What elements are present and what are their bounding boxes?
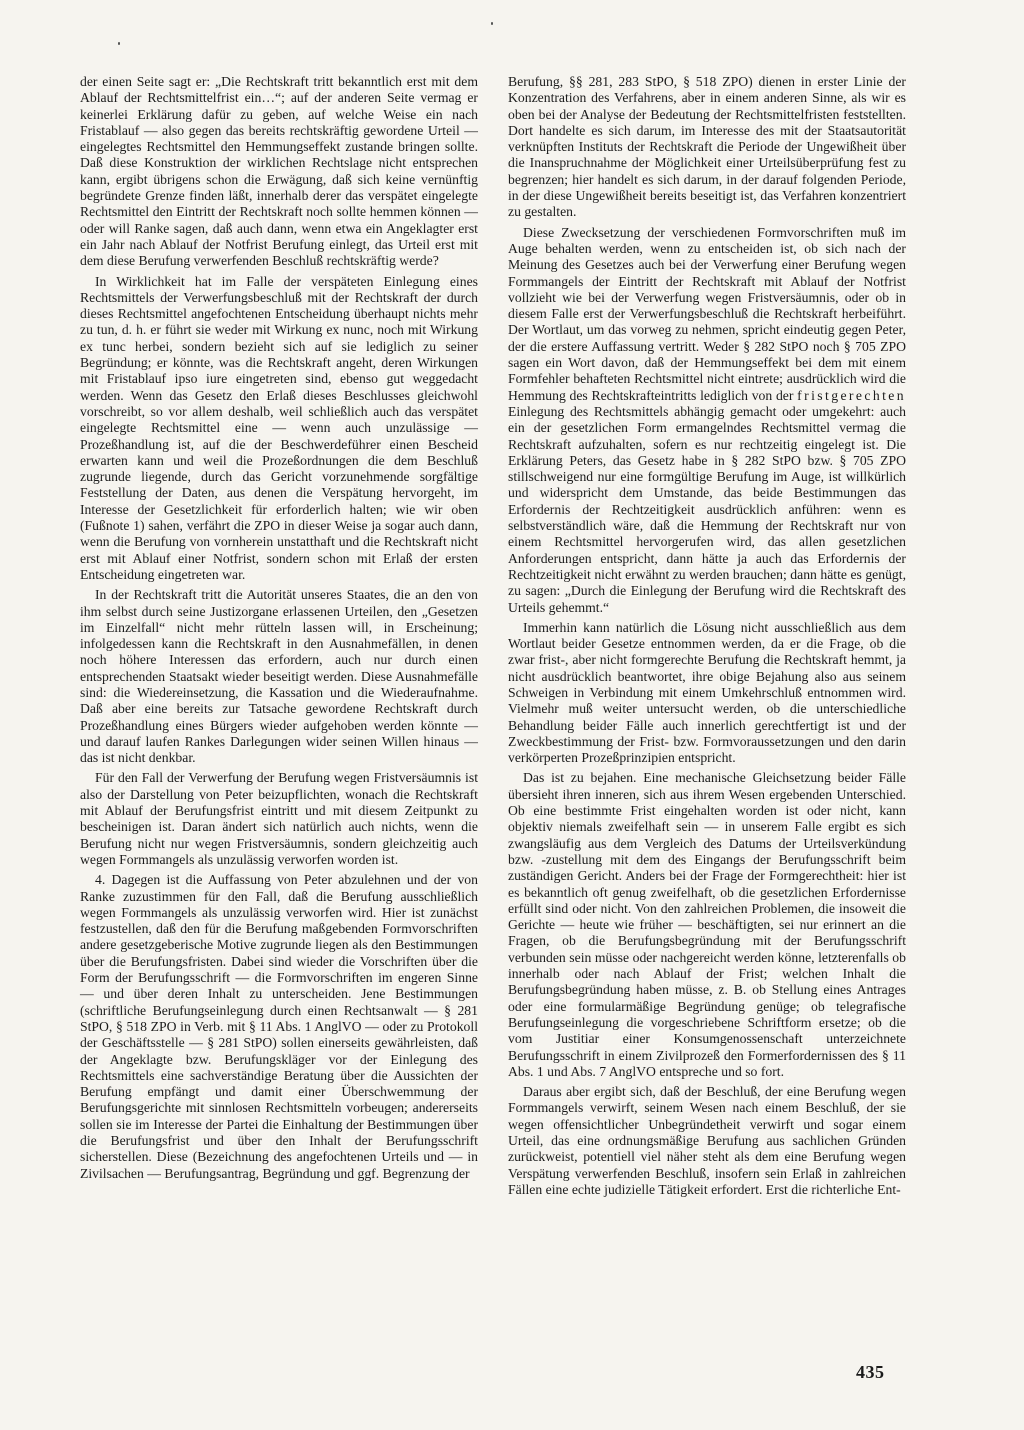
scan-speck xyxy=(491,22,493,25)
paragraph xyxy=(508,225,906,616)
paragraph: In der Rechtskraft tritt die Autorität unseres Staates, die an den von ihm selbst durch seine Justizorgane erlassenen Urteilen, den „Gesetzen im Einzelfall“ nicht mehr rütteln lassen will, in Erscheinung; infolgedessen kann die Rechtskraft in den Ausnahmefällen, in denen noch höhere Interessen das erfordern, auch nur durch einen entsprechenden Staatsakt wieder beseitigt werden. Diese Ausnahmefälle sind: die Wiedereinsetzung, die Kassation und die Wiederaufnahme. Daß aber eine bereits zur Tatsache gewordene Rechtskraft durch Prozeßhandlung eines Bürgers wieder aufgehoben werden könnte — und darauf laufen Rankes Darlegungen wider seinen Willen hinaus — das ist nicht denkbar. xyxy=(80,587,478,766)
paragraph-text: Einlegung des Rechtsmittels abhängig gemacht oder umgekehrt: auch ein der gesetzlichen Form ermangelndes Rechtsmittel vermag die Rechtskraft aufzuhalten, sofern es nur rechtzeitig eingelegt ist. Die Erklärung Peters, das Gesetz habe in § 282 StPO bzw. § 705 ZPO stillschweigend nur eine formgültige Berufung im Auge, ist willkürlich und widerspricht dem Umstande, das beide Bestimmungen das Erfordernis der Rechtzeitigkeit ausdrücklich anführen: wenn es selbstverständlich wäre, daß die Hemmung der Rechtskraft nur von einem Rechtsmittel hervorgerufen wird, das allen gesetzlichen Anforderungen entspricht, dann hätte ja auch das Erfordernis der Rechtzeitigkeit nicht erwähnt zu werden brauchen; dann hätte es genügt, zu sagen: „Durch die Einlegung der Berufung wird die Rechtskraft des Urteils gehemmt.“ xyxy=(508,403,906,615)
paragraph: Das ist zu bejahen. Eine mechanische Gleichsetzung beider Fälle übersieht ihren inneren, sich aus ihrem Wesen ergebenden Unterschied. Ob eine bestimmte Frist eingehalten worden ist oder nicht, kann objektiv niemals zweifelhaft sein — in unserem Falle ergibt es sich zwangsläufig aus dem Vergleich des Datums der Urteilsverkündung bzw. -zustellung mit dem des Eingangs der Berufungsschrift beim zuständigen Gericht. Anders bei der Frage der Formgerechtheit: hier ist es bekanntlich oft genug zweifelhaft, ob die gesetzlichen Erfordernisse erfüllt sind oder nicht. Von den zahlreichen Problemen, die insoweit die Gerichte — heute wie früher — beschäftigten, sei nur erinnert an die Fragen, ob die Berufungsbegründung mit der Berufungsschrift verbunden sein müsse oder nachgereicht werden könne, letzterenfalls ob innerhalb oder nach Ablauf der Frist; welchen Inhalt die Berufungsbegründung haben müsse, z. B. ob Stellung eines Antrages oder eine formularmäßige Begründung genüge; ob telegrafische Berufungseinlegung die vorgeschriebene Schriftform ersetze; ob die vom Justitiar einer Konsumgenossenschaft unterzeichnete Berufungsschrift in einem Zivilprozeß den Formerfordernissen des § 11 Abs. 1 und Abs. 7 AnglVO entspreche und so fort. xyxy=(508,770,906,1079)
paragraph: Für den Fall der Verwerfung der Berufung wegen Fristversäumnis ist also der Darstellung von Peter beizupflichten, wonach die Rechtskraft mit Ablauf der Berufungsfrist eintritt und mit diesem Zeitpunkt zu bescheinigen ist. Daran ändert sich natürlich auch nichts, wenn die Berufung nicht nur wegen Fristversäumnis, sondern gleichzeitig auch wegen Formmangels als unzulässig verworfen worden ist. xyxy=(80,770,478,867)
page-number: 435 xyxy=(856,1362,885,1382)
paragraph: 4. Dagegen ist die Auffassung von Peter abzulehnen und der von Ranke zuzustimmen für den Fall, daß die Berufung ausschließlich wegen Formmangels als unzulässig verworfen wird. Hier ist zunächst festzustellen, daß den für die Berufung maßgebenden Formvorschriften andere gesetzgeberische Motive zugrunde liegen als den Bestimmungen über die Berufungsfristen. Dabei sind wieder die Vorschriften über die Form der Berufungsschrift — die Formvorschriften im engeren Sinne — und über deren Inhalt zu unterscheiden. Jene Bestimmungen (schriftliche Berufungseinlegung durch einen Rechtsanwalt — § 281 StPO, § 518 ZPO in Verb. mit § 11 Abs. 1 AnglVO — oder zu Protokoll der Geschäftsstelle — § 281 StPO) sollen einerseits gewährleisten, daß der Angeklagte bzw. Berufungskläger vor der Einlegung des Rechtsmittels eine sachverständige Beratung über die Aussichten der Berufung empfängt und damit einer Überschwemmung der Berufungsgerichte mit sinnlosen Rechtsmitteln vorbeugen; andererseits sollen sie im Interesse der Partei die Einhaltung der Bestimmungen über die Berufungsfrist und über den Inhalt der Berufungsschrift sicherstellen. Diese (Bezeichnung des angefochtenen Urteils und — in Zivilsachen — Berufungsantrag, Begründung und ggf. Begrenzung der xyxy=(80,872,478,1181)
paragraph: der einen Seite sagt er: „Die Rechtskraft tritt bekanntlich erst mit dem Ablauf der Rechtsmittelfrist ein…“; auf der anderen Seite vermag er keinerlei Erklärung dafür zu geben, auf welche Weise ein nach Fristablauf — also gegen das bereits rechtskräftig gewordene Urteil — eingelegtes Rechtsmittel den Hemmungseffekt zustande bringen sollte. Daß diese Konstruktion der wirklichen Rechtslage nicht entsprechen kann, ergibt übrigens schon die Erwägung, daß sich keine vernünftig begründete Grenze finden läßt, innerhalb derer das verspätet eingelegte Rechtsmittel den Eintritt der Rechtskraft noch sollte hemmen können — oder will Ranke sagen, daß auch dann, wenn etwa ein Angeklagter erst ein Jahr nach Ablauf der Notfrist Berufung einlegt, das Urteil erst mit dem diese Berufung verwerfenden Beschluß rechtskräftig werde? xyxy=(80,74,478,269)
paragraph: In Wirklichkeit hat im Falle der verspäteten Einlegung eines Rechtsmittels der Verwerfungsbeschluß mit der Rechtskraft der durch dieses Rechtsmittel angefochtenen Entscheidung überhaupt nichts mehr zu tun, d. h. er führt sie weder mit Wirkung ex nunc, noch mit Wirkung ex tunc herbei, sondern bezieht sich auf sie lediglich zu seiner Begründung; er könnte, was die Rechtskraft angeht, deren Wirkungen mit Fristablauf ipso iure eingetreten sind, ebenso gut weggedacht werden. Wenn das Gesetz den Erlaß dieses Beschlusses gleichwohl vorschreibt, so vor allem deshalb, weil schließlich auch das verspätet eingelegte Rechtsmittel eine — wenn auch unzulässige — Prozeßhandlung ist, auf die der Beschwerdeführer einen Bescheid erwarten kann und weil die Prozeßordnungen die dem Beschluß zugrunde liegende, durch das Gericht vorzunehmende sorgfältige Feststellung der Daten, aus denen die Verspätung hervorgeht, im Interesse der Gesetzlichkeit für erforderlich halten; wie wir oben (Fußnote 1) sahen, verfährt die ZPO in dieser Weise ja sogar auch dann, wenn die Berufung von vornherein unstatthaft und die Rechtskraft nicht erst mit Ablauf einer Notfrist, sondern schon mit Erlaß der ersten Entscheidung eingetreten war. xyxy=(80,273,478,582)
scan-speck xyxy=(118,42,120,45)
right-text-column xyxy=(508,74,906,1198)
paragraph: Berufung, §§ 281, 283 StPO, § 518 ZPO) dienen in erster Linie der Konzentration des Verfahrens, aber in einem anderen Sinne, als wir es oben bei der Analyse der Bedeutung der Rechtsmittelfristen feststellten. Dort handelte es sich darum, im Interesse des mit der Staatsautorität verknüpften Instituts der Rechtskraft die Periode der Ungewißheit über die Inanspruchnahme der Möglichkeit einer Urteilsüberprüfung fest zu begrenzen; hier handelt es sich darum, in der darauf folgenden Periode, in der diese Ungewißheit bereits beseitigt ist, das Verfahren konzentriert zu gestalten. xyxy=(508,74,906,220)
paragraph: Daraus aber ergibt sich, daß der Beschluß, der eine Berufung wegen Formmangels verwirft, seinem Wesen nach einem Beschluß, der sie wegen offensichtlicher Unbegründetheit verwirft und sogar einem Urteil, das eine ordnungsmäßige Berufung aus sachlichen Gründen zurückweist, potentiell viel näher steht als dem eine Berufung wegen Verspätung verwerfenden Beschluß, insofern sein Erlaß in zahlreichen Fällen eine echte judizielle Tätigkeit erfordert. Erst die richterliche Ent- xyxy=(508,1084,906,1197)
paragraph-text: Diese Zwecksetzung der verschiedenen Formvorschriften muß im Auge behalten werden, wenn zu entscheiden ist, ob sich nach der Meinung des Gesetzes auch bei der Verwerfung einer Berufung wegen Formmangels der Eintritt der Rechtskraft mit Ablauf der Notfrist vollzieht wie bei der Verwerfung wegen Fristversäumnis, oder ob in diesem Falle erst der Verwerfungsbeschluß die Rechtskraft herbeiführt. Der Wortlaut, um das vorweg zu nehmen, spricht eindeutig gegen Peter, der die erstere Auffassung vertritt. Weder § 282 StPO noch § 705 ZPO sagen ein Wort davon, daß der Hemmungseffekt bei dem mit einem Formfehler behafteten Rechtsmittel nicht eintrete; ausdrücklich wird die Hemmung des Rechtskrafteintritts lediglich von der xyxy=(508,224,906,403)
emphasized-word: fristgerechten xyxy=(797,387,906,403)
left-text-column xyxy=(80,74,478,1182)
paragraph: Immerhin kann natürlich die Lösung nicht ausschließlich aus dem Wortlaut beider Gesetze entnommen werden, da er die Frage, ob die zwar frist-, aber nicht formgerechte Berufung die Rechtskraft hemmt, ja nicht ausdrücklich beantwortet, ihre obige Bejahung also aus seinem Schweigen in Verbindung mit einem Umkehrschluß entnommen wird. Vielmehr muß weiter untersucht werden, ob die unterschiedliche Behandlung beider Fälle auch innerlich gerechtfertigt ist und der Zweckbestimmung der Frist- bzw. Formvoraussetzungen und den darin verkörperten Prozeßprinzipien entspricht. xyxy=(508,619,906,766)
